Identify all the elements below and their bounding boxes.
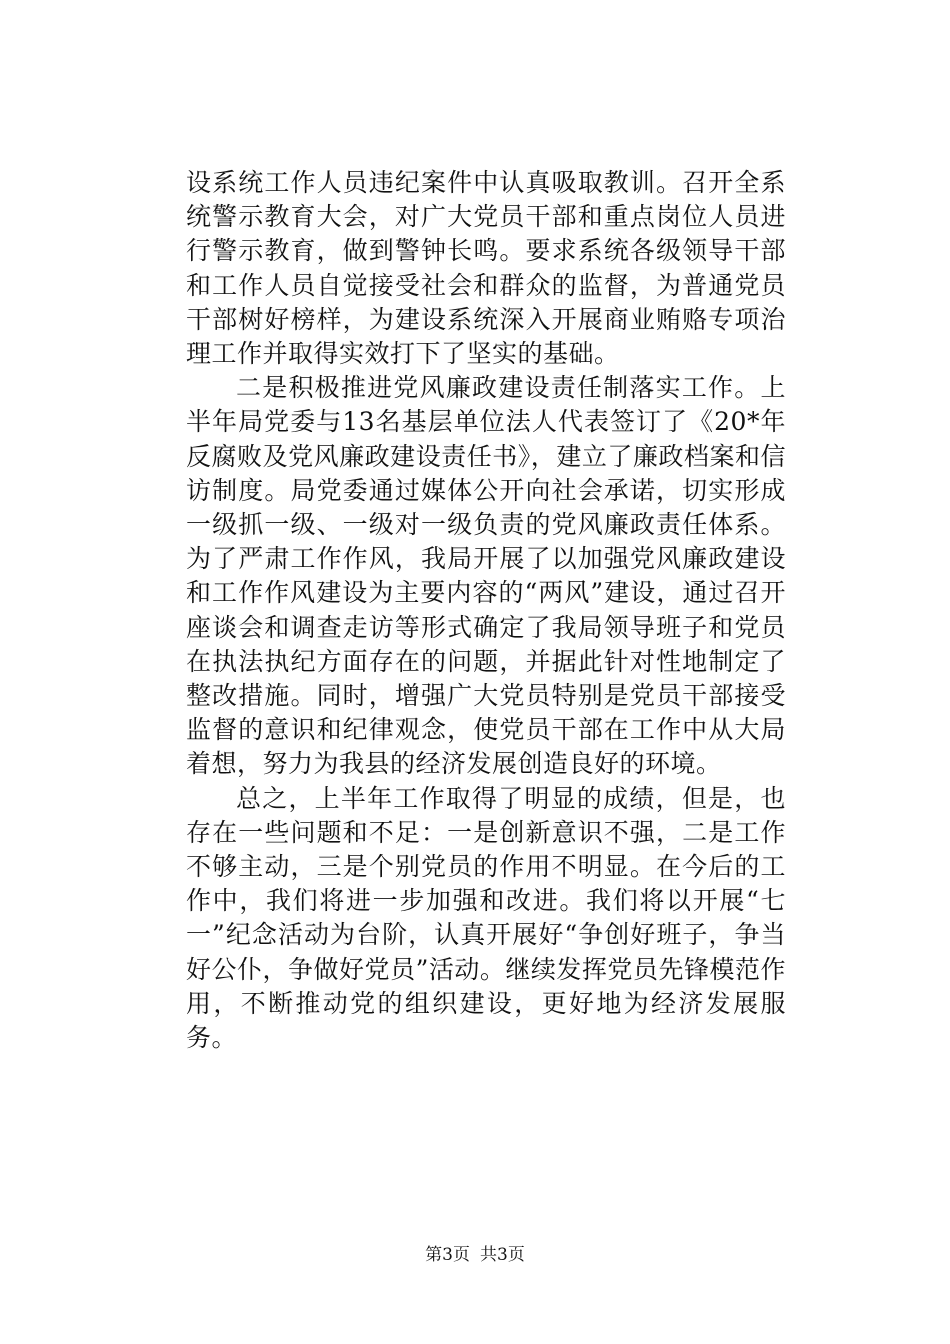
page-footer [0, 1244, 950, 1266]
paragraph-responsibility-system: 二是积极推进党风廉政建设责任制落实工作。上半年局党委与13名基层单位法人代表签订了《20*年反腐败及党风廉政建设责任书》，建立了廉政档案和信访制度。局党委通过媒体公开向社会承诺，切实形成一级抓一级、一级对一级负责的党风廉政责任体系。为了严肃工作作风，我局开展了以加强党风廉政建设和工作作风建设为主要内容的“两风”建设，通过召开座谈会和调查走访等形式确定了我局领导班子和党员在执法执纪方面存在的问题，并据此针对性地制定了整改措施。同时，增强广大党员特别是党员干部接受监督的意识和纪律观念，使党员干部在工作中从大局着想，努力为我县的经济发展创造良好的环境。 [186, 373, 786, 779]
page-number-current: 第3页 [425, 1245, 470, 1265]
document-body [186, 166, 786, 1055]
page-number-total: 共3页 [480, 1245, 525, 1265]
paragraph-summary: 总之，上半年工作取得了明显的成绩，但是，也存在一些问题和不足：一是创新意识不强，二是工作不够主动，三是个别党员的作用不明显。在今后的工作中，我们将进一步加强和改进。我们将以开展“七一”纪念活动为台阶，认真开展好“争创好班子，争当好公仆，争做好党员”活动。继续发挥党员先锋模范作用，不断推动党的组织建设，更好地为经济发展服务。 [186, 783, 786, 1053]
paragraph-continued: 设系统工作人员违纪案件中认真吸取教训。召开全系统警示教育大会，对广大党员干部和重点岗位人员进行警示教育，做到警钟长鸣。要求系统各级领导干部和工作人员自觉接受社会和群众的监督，为普通党员干部树好榜样，为建设系统深入开展商业贿赂专项治理工作并取得实效打下了坚实的基础。 [186, 168, 786, 369]
